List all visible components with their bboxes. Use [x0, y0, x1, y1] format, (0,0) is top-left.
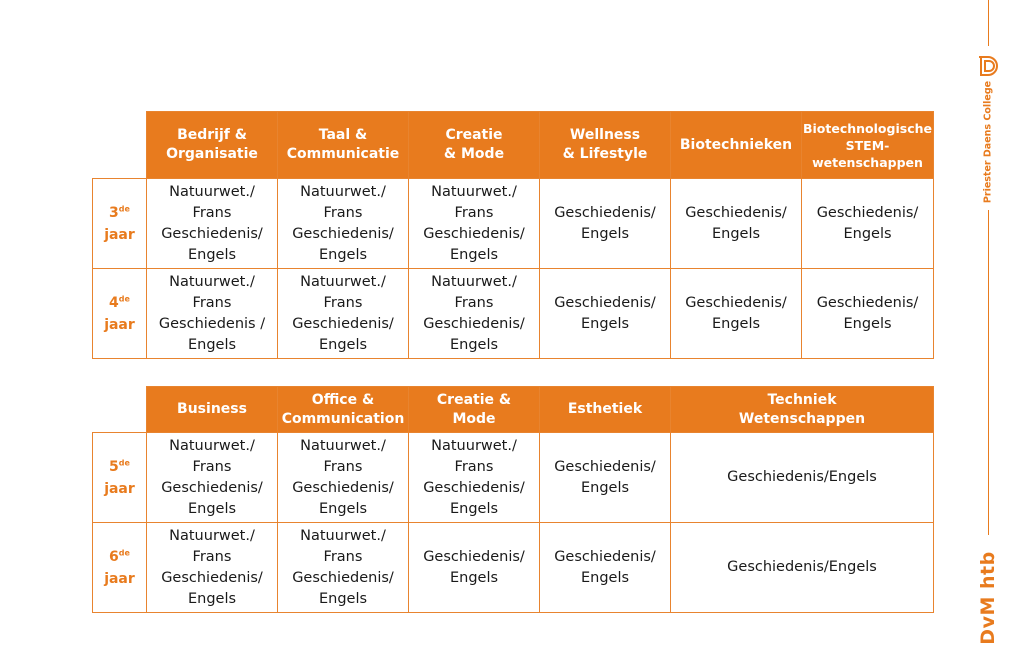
table-row [93, 433, 934, 523]
table-cell: Natuurwet./ Frans Geschiedenis/ Engels [278, 433, 409, 523]
header-row [93, 112, 934, 179]
header-creatie-mode: Creatie & Mode [409, 387, 540, 433]
year-label [93, 179, 147, 269]
year-word: jaar [104, 480, 135, 497]
year-number: 6 [109, 548, 119, 565]
corner-cell [93, 387, 147, 433]
year-word: jaar [104, 570, 135, 587]
header-creatie-mode: Creatie & Mode [409, 112, 540, 179]
table-cell: Natuurwet./ Frans Geschiedenis/ Engels [147, 433, 278, 523]
table-cell: Geschiedenis/ Engels [671, 179, 802, 269]
table-cell: Natuurwet./ Frans Geschiedenis/ Engels [409, 269, 540, 359]
table-cell: Geschiedenis/ Engels [540, 523, 671, 613]
table-row [93, 179, 934, 269]
table-cell: Geschiedenis/ Engels [540, 433, 671, 523]
options-table-5-6 [92, 386, 934, 613]
table-cell: Geschiedenis/ Engels [540, 269, 671, 359]
year-suffix: de [118, 203, 130, 213]
header-business: Business [147, 387, 278, 433]
table-cell: Geschiedenis/ Engels [802, 179, 934, 269]
header-biotechnieken: Biotechnieken [671, 112, 802, 179]
corner-cell [93, 112, 147, 179]
dd-monogram-icon [978, 54, 1000, 78]
table-row [93, 523, 934, 613]
table-cell: Geschiedenis/ Engels [540, 179, 671, 269]
header-taal-communicatie: Taal & Communicatie [278, 112, 409, 179]
table-cell: Natuurwet./ Frans Geschiedenis/ Engels [278, 269, 409, 359]
header-techniek-wetenschappen: Techniek Wetenschappen [671, 387, 934, 433]
side-divider [988, 210, 989, 535]
year-number: 3 [109, 204, 119, 221]
side-divider-top [988, 0, 989, 46]
table-cell: Geschiedenis/Engels [671, 433, 934, 523]
table-row [93, 269, 934, 359]
school-name: Priester Daens College [982, 80, 994, 204]
table-cell: Natuurwet./ Frans Geschiedenis/ Engels [409, 433, 540, 523]
header-wellness-lifestyle: Wellness & Lifestyle [540, 112, 671, 179]
header-row [93, 387, 934, 433]
table-cell: Natuurwet./ Frans Geschiedenis/ Engels [278, 179, 409, 269]
table-cell: Geschiedenis/ Engels [409, 523, 540, 613]
table-cell: Geschiedenis/ Engels [802, 269, 934, 359]
header-biotechnologische-stem: Biotechnologische STEM- wetenschappen [802, 112, 934, 179]
table-cell: Natuurwet./ Frans Geschiedenis/ Engels [147, 179, 278, 269]
table-cell: Natuurwet./ Frans Geschiedenis/ Engels [409, 179, 540, 269]
year-label [93, 269, 147, 359]
table-cell: Natuurwet./ Frans Geschiedenis/ Engels [147, 523, 278, 613]
options-table-3-4 [92, 111, 934, 359]
year-suffix: de [118, 547, 130, 557]
table-cell: Geschiedenis/Engels [671, 523, 934, 613]
year-word: jaar [104, 316, 135, 333]
table-cell: Natuurwet./ Frans Geschiedenis / Engels [147, 269, 278, 359]
year-number: 4 [109, 294, 119, 311]
brand-label: DvM htb [977, 551, 999, 645]
table-cell: Geschiedenis/ Engels [671, 269, 802, 359]
header-esthetiek: Esthetiek [540, 387, 671, 433]
year-label [93, 523, 147, 613]
year-suffix: de [118, 457, 130, 467]
header-office-communication: Office & Communication [278, 387, 409, 433]
table-cell: Natuurwet./ Frans Geschiedenis/ Engels [278, 523, 409, 613]
year-number: 5 [109, 458, 119, 475]
year-word: jaar [104, 226, 135, 243]
year-label [93, 433, 147, 523]
header-bedrijf-organisatie: Bedrijf & Organisatie [147, 112, 278, 179]
year-suffix: de [118, 293, 130, 303]
